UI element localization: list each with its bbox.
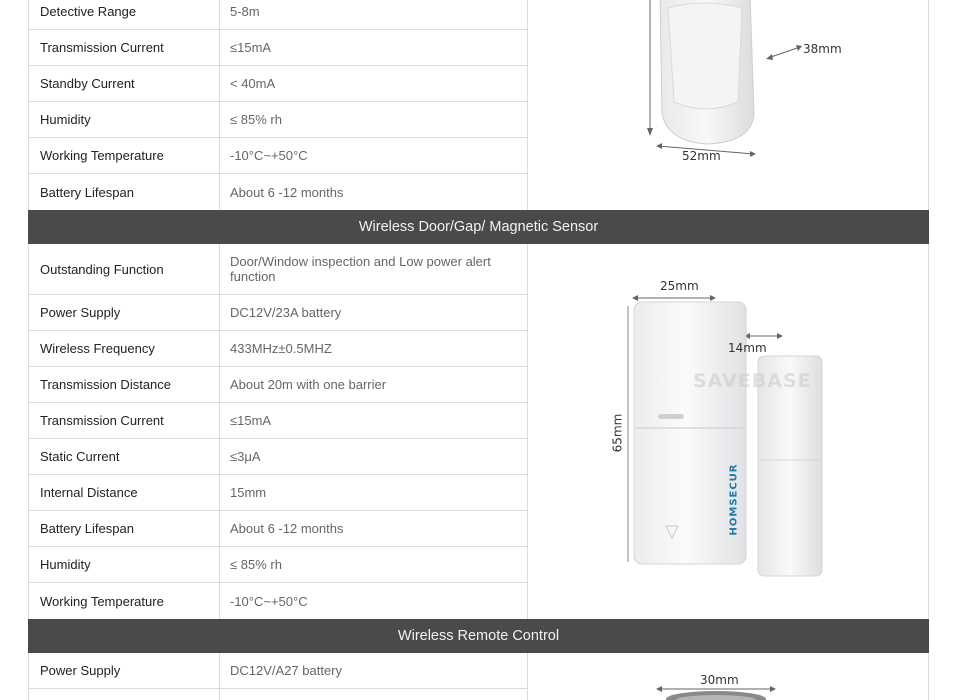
spec-value <box>220 689 528 700</box>
spec-value: ≤ 85% rh <box>220 102 528 137</box>
spec-value: ≤ 85% rh <box>220 547 528 582</box>
spec-page <box>28 0 929 700</box>
table-row <box>29 475 528 511</box>
spec-value: DC12V/23A battery <box>220 295 528 330</box>
spec-label: Power Supply <box>29 295 220 330</box>
door-sensor-header: Wireless Door/Gap/ Magnetic Sensor <box>28 210 929 244</box>
spec-value: About 6 -12 months <box>220 174 528 210</box>
remote-control-image <box>528 653 928 700</box>
spec-value: -10°C~+50°C <box>220 583 528 619</box>
spec-label: Humidity <box>29 547 220 582</box>
spec-label: Transmission Current <box>29 403 220 438</box>
sensor-height-dimension: 65mm <box>610 413 625 453</box>
spec-value: < 40mA <box>220 66 528 101</box>
remote-width-dimension: 30mm <box>700 673 739 687</box>
spec-label: Power Supply <box>29 653 220 688</box>
table-row <box>29 689 528 700</box>
spec-label: Humidity <box>29 102 220 137</box>
spec-label: Transmission Current <box>29 30 220 65</box>
sensor-width-dimension: 25mm <box>660 279 699 293</box>
pir-depth-dimension: 38mm <box>803 42 842 56</box>
brand-logo: HOMSECUR <box>728 463 740 536</box>
spec-value: About 20m with one barrier <box>220 367 528 402</box>
table-row <box>29 653 528 689</box>
table-row <box>29 547 528 583</box>
table-row <box>29 367 528 403</box>
spec-value: DC12V/A27 battery <box>220 653 528 688</box>
spec-label <box>29 689 220 700</box>
spec-value: About 6 -12 months <box>220 511 528 546</box>
pir-spec-table <box>29 0 528 210</box>
remote-control-spec-table <box>29 653 528 700</box>
door-sensor-block <box>28 244 929 619</box>
spec-value: ≤3μA <box>220 439 528 474</box>
spec-value: Door/Window inspection and Low power alert function <box>220 244 528 294</box>
spec-value: 15mm <box>220 475 528 510</box>
spec-value: -10°C~+50°C <box>220 138 528 173</box>
table-row <box>29 403 528 439</box>
door-sensor-illustration <box>528 244 928 619</box>
spec-label: Standby Current <box>29 66 220 101</box>
table-row <box>29 439 528 475</box>
spec-label: Transmission Distance <box>29 367 220 402</box>
watermark-text: SAVEBASE <box>693 370 812 392</box>
table-row <box>29 0 528 30</box>
table-row <box>29 331 528 367</box>
table-row <box>29 244 528 295</box>
spec-value: ≤15mA <box>220 403 528 438</box>
spec-label: Wireless Frequency <box>29 331 220 366</box>
table-row <box>29 583 528 619</box>
magnet-width-dimension: 14mm <box>728 341 767 355</box>
spec-label: Static Current <box>29 439 220 474</box>
table-row <box>29 66 528 102</box>
spec-label: Outstanding Function <box>29 244 220 294</box>
table-row <box>29 295 528 331</box>
door-sensor-image <box>528 244 928 619</box>
pir-sensor-illustration <box>528 0 928 210</box>
remote-control-block <box>28 653 929 700</box>
table-row <box>29 30 528 66</box>
table-row <box>29 174 528 210</box>
spec-value: 5-8m <box>220 0 528 29</box>
pir-spec-block <box>28 0 929 210</box>
spec-label: Battery Lifespan <box>29 511 220 546</box>
table-row <box>29 138 528 174</box>
table-row <box>29 102 528 138</box>
spec-label: Working Temperature <box>29 138 220 173</box>
spec-label: Working Temperature <box>29 583 220 619</box>
spec-label: Battery Lifespan <box>29 174 220 210</box>
table-row <box>29 511 528 547</box>
pir-sensor-image <box>528 0 928 210</box>
spec-label: Detective Range <box>29 0 220 29</box>
door-sensor-spec-table <box>29 244 528 619</box>
spec-value: 433MHz±0.5MHZ <box>220 331 528 366</box>
spec-label: Internal Distance <box>29 475 220 510</box>
pir-width-dimension: 52mm <box>682 149 721 163</box>
spec-value: ≤15mA <box>220 30 528 65</box>
remote-control-header: Wireless Remote Control <box>28 619 929 653</box>
